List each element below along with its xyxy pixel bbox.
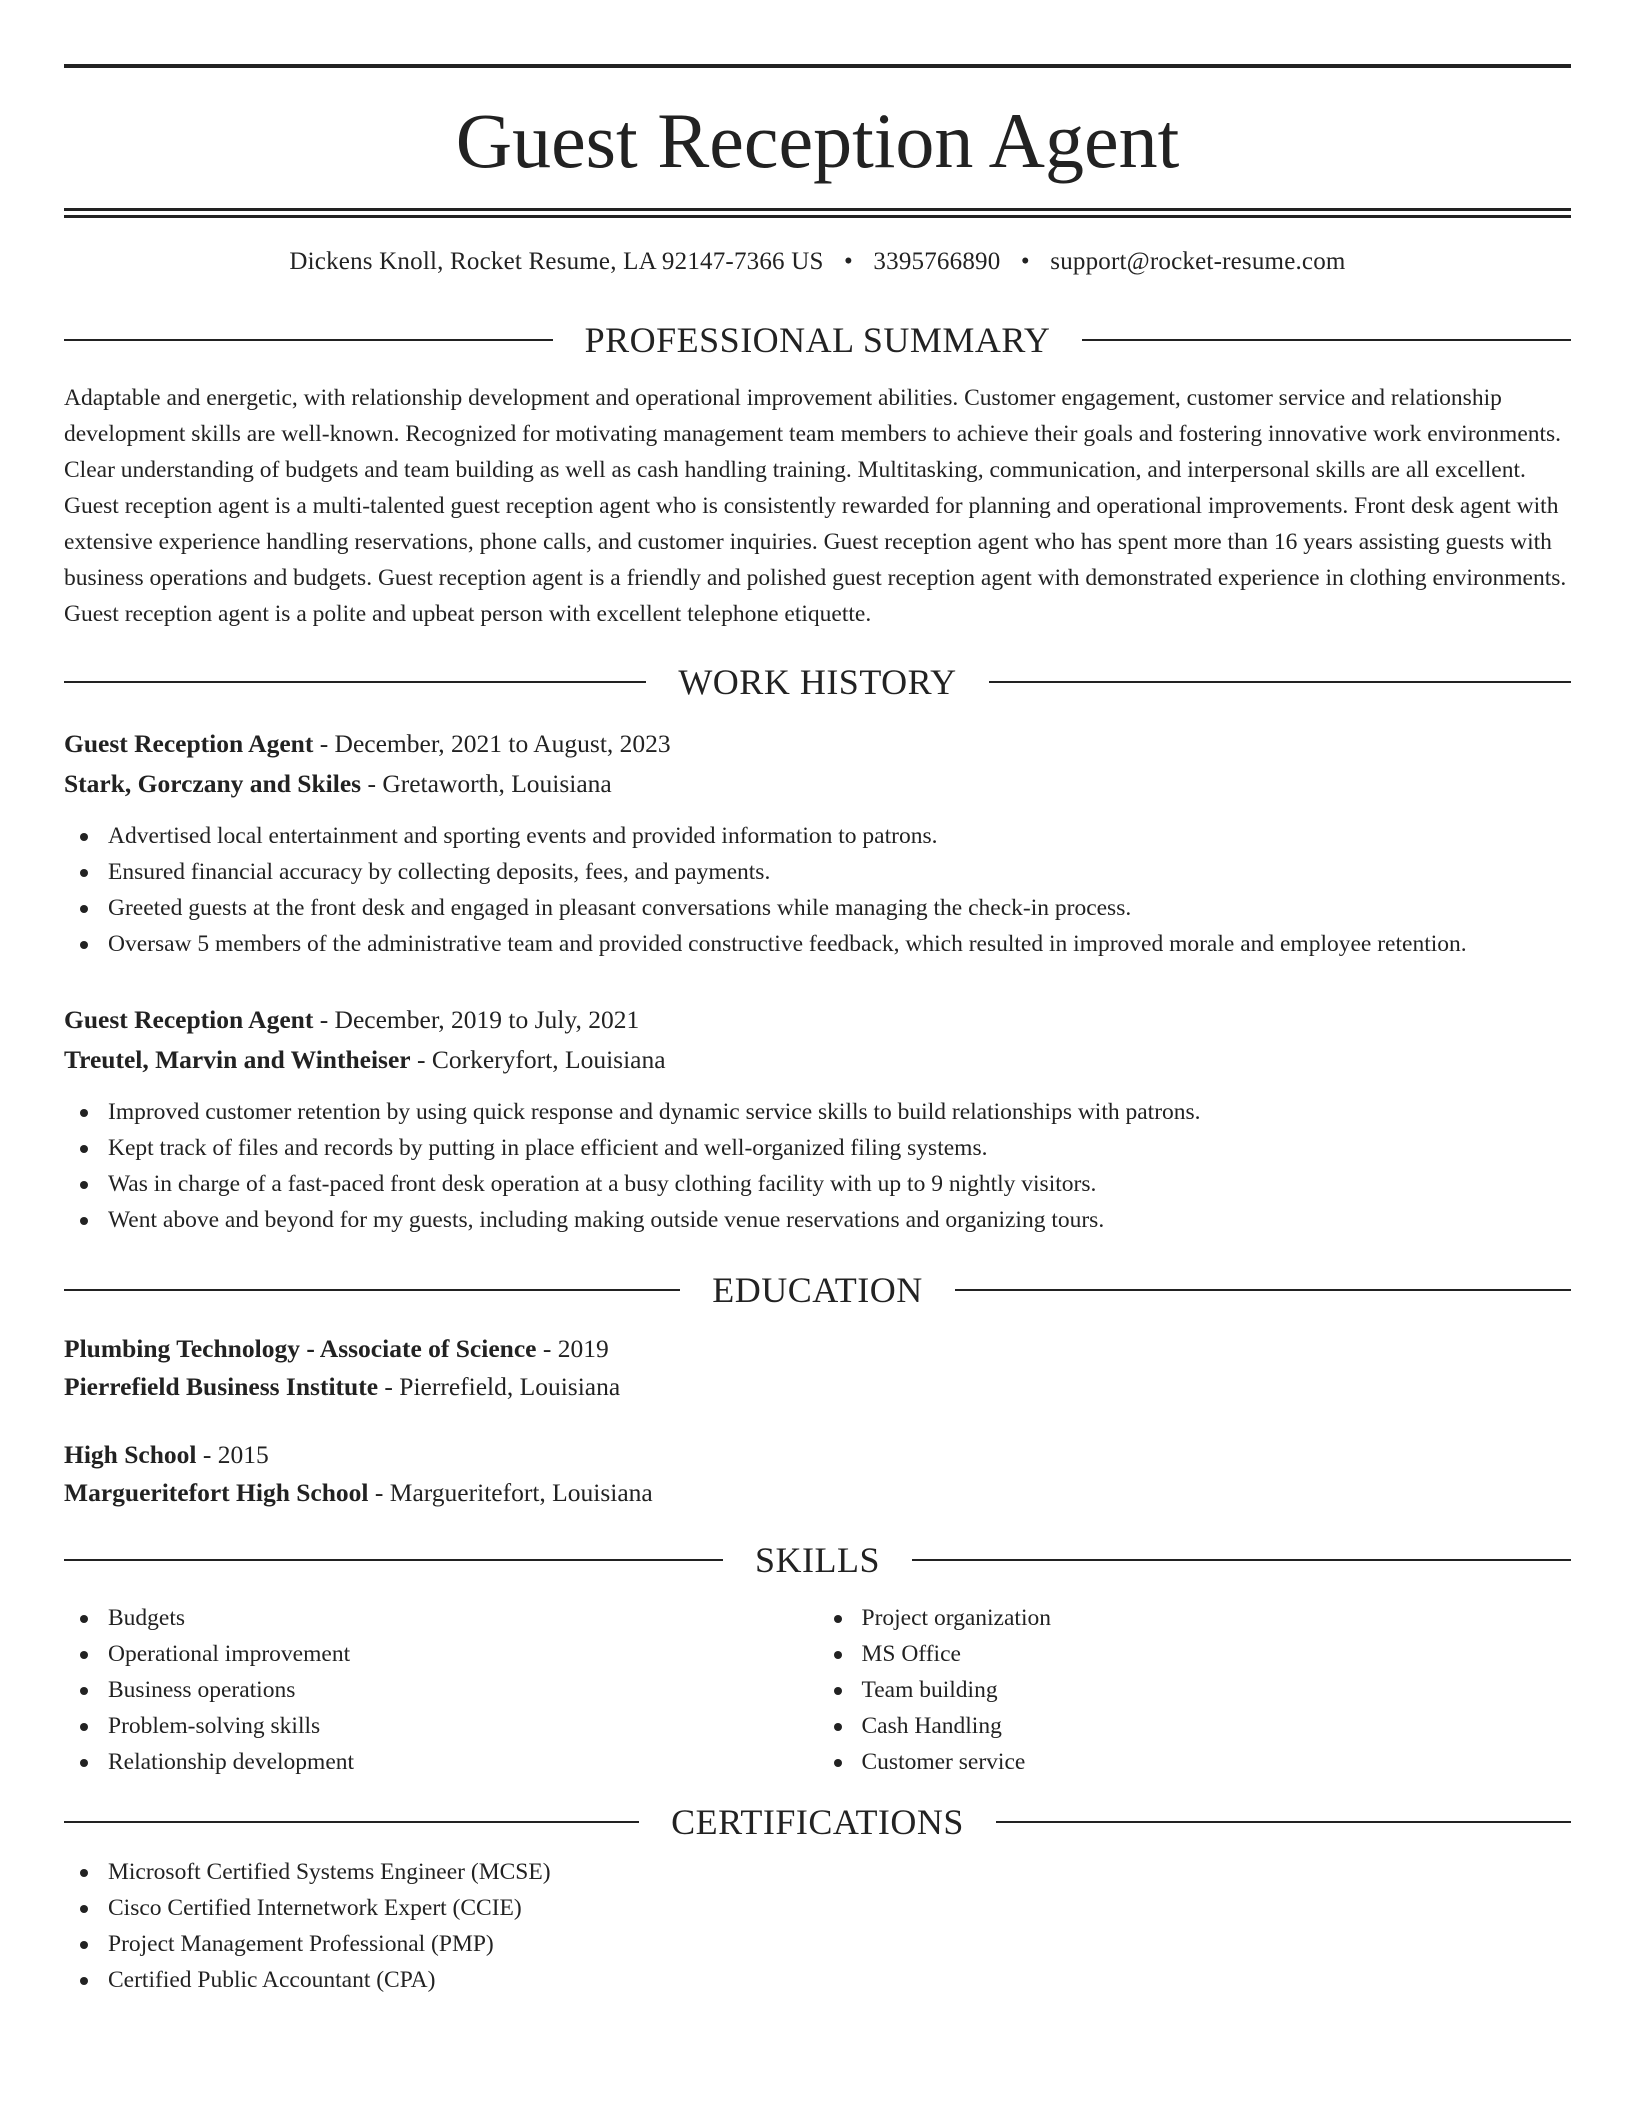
skills-grid bbox=[64, 1600, 1571, 1780]
section-work-history bbox=[64, 664, 1571, 700]
job-title: Guest Reception Agent bbox=[64, 1005, 314, 1034]
contact-separator: • bbox=[1020, 248, 1030, 275]
section-title: SKILLS bbox=[755, 1540, 881, 1580]
list-item: Kept track of files and records by putting in place efficient and well-organized filing systems. bbox=[64, 1130, 1571, 1166]
section-title: EDUCATION bbox=[712, 1270, 923, 1310]
contact-line bbox=[64, 248, 1571, 276]
education-school-line bbox=[64, 1368, 1571, 1406]
education-school-line bbox=[64, 1474, 1571, 1512]
header-double-rule bbox=[64, 208, 1571, 218]
certification-item: Certified Public Accountant (CPA) bbox=[64, 1962, 1571, 1998]
skill-item: Problem-solving skills bbox=[64, 1708, 818, 1744]
skills-column-right bbox=[818, 1600, 1572, 1780]
section-title: PROFESSIONAL SUMMARY bbox=[584, 320, 1051, 360]
list-item: Greeted guests at the front desk and engaged in pleasant conversations while managing the check-in process. bbox=[64, 890, 1571, 926]
certification-item: Project Management Professional (PMP) bbox=[64, 1926, 1571, 1962]
top-rule bbox=[64, 64, 1571, 68]
education-school: Pierrefield Business Institute bbox=[64, 1372, 379, 1401]
certification-item: Cisco Certified Internetwork Expert (CCIE) bbox=[64, 1890, 1571, 1926]
job-dates: - December, 2021 to August, 2023 bbox=[313, 729, 671, 758]
education-degree: High School bbox=[64, 1440, 197, 1469]
skill-item: Business operations bbox=[64, 1672, 818, 1708]
job-company: Treutel, Marvin and Wintheiser bbox=[64, 1045, 411, 1074]
education-degree: Plumbing Technology - Associate of Science bbox=[64, 1334, 537, 1363]
section-title: WORK HISTORY bbox=[678, 662, 957, 702]
resume-name: Guest Reception Agent bbox=[455, 97, 1180, 184]
job-title-line bbox=[64, 724, 1571, 764]
skill-item: Project organization bbox=[818, 1600, 1572, 1636]
education-entry bbox=[64, 1330, 1571, 1406]
education-degree-line bbox=[64, 1436, 1571, 1474]
job-dates: - December, 2019 to July, 2021 bbox=[313, 1005, 640, 1034]
education-year: - 2019 bbox=[536, 1334, 609, 1363]
list-item: Oversaw 5 members of the administrative team and provided constructive feedback, which resulted in improved morale and employee retention. bbox=[64, 926, 1571, 962]
job-company-line bbox=[64, 1040, 1571, 1080]
resume-page bbox=[64, 64, 1571, 1998]
education-location: - Pierrefield, Louisiana bbox=[378, 1372, 621, 1401]
education-location: - Margueritefort, Louisiana bbox=[368, 1478, 653, 1507]
skill-item: Budgets bbox=[64, 1600, 818, 1636]
skill-item: Relationship development bbox=[64, 1744, 818, 1780]
job-bullets bbox=[64, 818, 1571, 962]
skill-item: MS Office bbox=[818, 1636, 1572, 1672]
skill-item: Team building bbox=[818, 1672, 1572, 1708]
contact-address: Dickens Knoll, Rocket Resume, LA 92147-7366 US bbox=[289, 248, 824, 275]
job-company-line bbox=[64, 764, 1571, 804]
section-certifications bbox=[64, 1804, 1571, 1840]
skill-item: Cash Handling bbox=[818, 1708, 1572, 1744]
job-title: Guest Reception Agent bbox=[64, 729, 314, 758]
job-entry bbox=[64, 1000, 1571, 1238]
contact-email: support@rocket-resume.com bbox=[1050, 248, 1346, 275]
job-bullets bbox=[64, 1094, 1571, 1238]
section-education bbox=[64, 1272, 1571, 1308]
skills-column-left bbox=[64, 1600, 818, 1780]
education-degree-line bbox=[64, 1330, 1571, 1368]
job-company: Stark, Gorczany and Skiles bbox=[64, 769, 362, 798]
list-item: Ensured financial accuracy by collecting deposits, fees, and payments. bbox=[64, 854, 1571, 890]
certifications-list bbox=[64, 1854, 1571, 1998]
certification-item: Microsoft Certified Systems Engineer (MCSE) bbox=[64, 1854, 1571, 1890]
skill-item: Operational improvement bbox=[64, 1636, 818, 1672]
job-location: - Corkeryfort, Louisiana bbox=[410, 1045, 666, 1074]
list-item: Improved customer retention by using quick response and dynamic service skills to build relationships with patrons. bbox=[64, 1094, 1571, 1130]
list-item: Advertised local entertainment and sporting events and provided information to patrons. bbox=[64, 818, 1571, 854]
skill-item: Customer service bbox=[818, 1744, 1572, 1780]
job-location: - Gretaworth, Louisiana bbox=[361, 769, 612, 798]
summary-paragraph: Adaptable and energetic, with relationship development and operational improvement abilities. Customer engagement, customer service and relationship development skills are well-known. Recognized for motivating management team members to achieve their goals and fostering innovative work environments. Clear understanding of budgets and team building as well as cash handling training. Multitasking, communication, and interpersonal skills are all excellent. Guest reception agent is a multi-talented guest reception agent who is consistently rewarded for planning and operational improvements. Front desk agent with extensive experience handling reservations, phone calls, and customer inquiries. Guest reception agent who has spent more than 16 years assisting guests with business operations and budgets. Guest reception agent is a friendly and polished guest reception agent with demonstrated experience in clothing environments. Guest reception agent is a polite and upbeat person with excellent telephone etiquette. bbox=[64, 385, 1567, 627]
education-entry bbox=[64, 1436, 1571, 1512]
contact-phone: 3395766890 bbox=[873, 248, 1001, 275]
job-title-line bbox=[64, 1000, 1571, 1040]
section-professional-summary bbox=[64, 322, 1571, 358]
job-entry bbox=[64, 724, 1571, 962]
education-year: - 2015 bbox=[196, 1440, 269, 1469]
list-item: Was in charge of a fast-paced front desk operation at a busy clothing facility with up to 9 nightly visitors. bbox=[64, 1166, 1571, 1202]
section-skills bbox=[64, 1542, 1571, 1578]
section-title: CERTIFICATIONS bbox=[671, 1802, 964, 1842]
list-item: Went above and beyond for my guests, including making outside venue reservations and organizing tours. bbox=[64, 1202, 1571, 1238]
contact-separator: • bbox=[844, 248, 853, 275]
education-school: Margueritefort High School bbox=[64, 1478, 369, 1507]
